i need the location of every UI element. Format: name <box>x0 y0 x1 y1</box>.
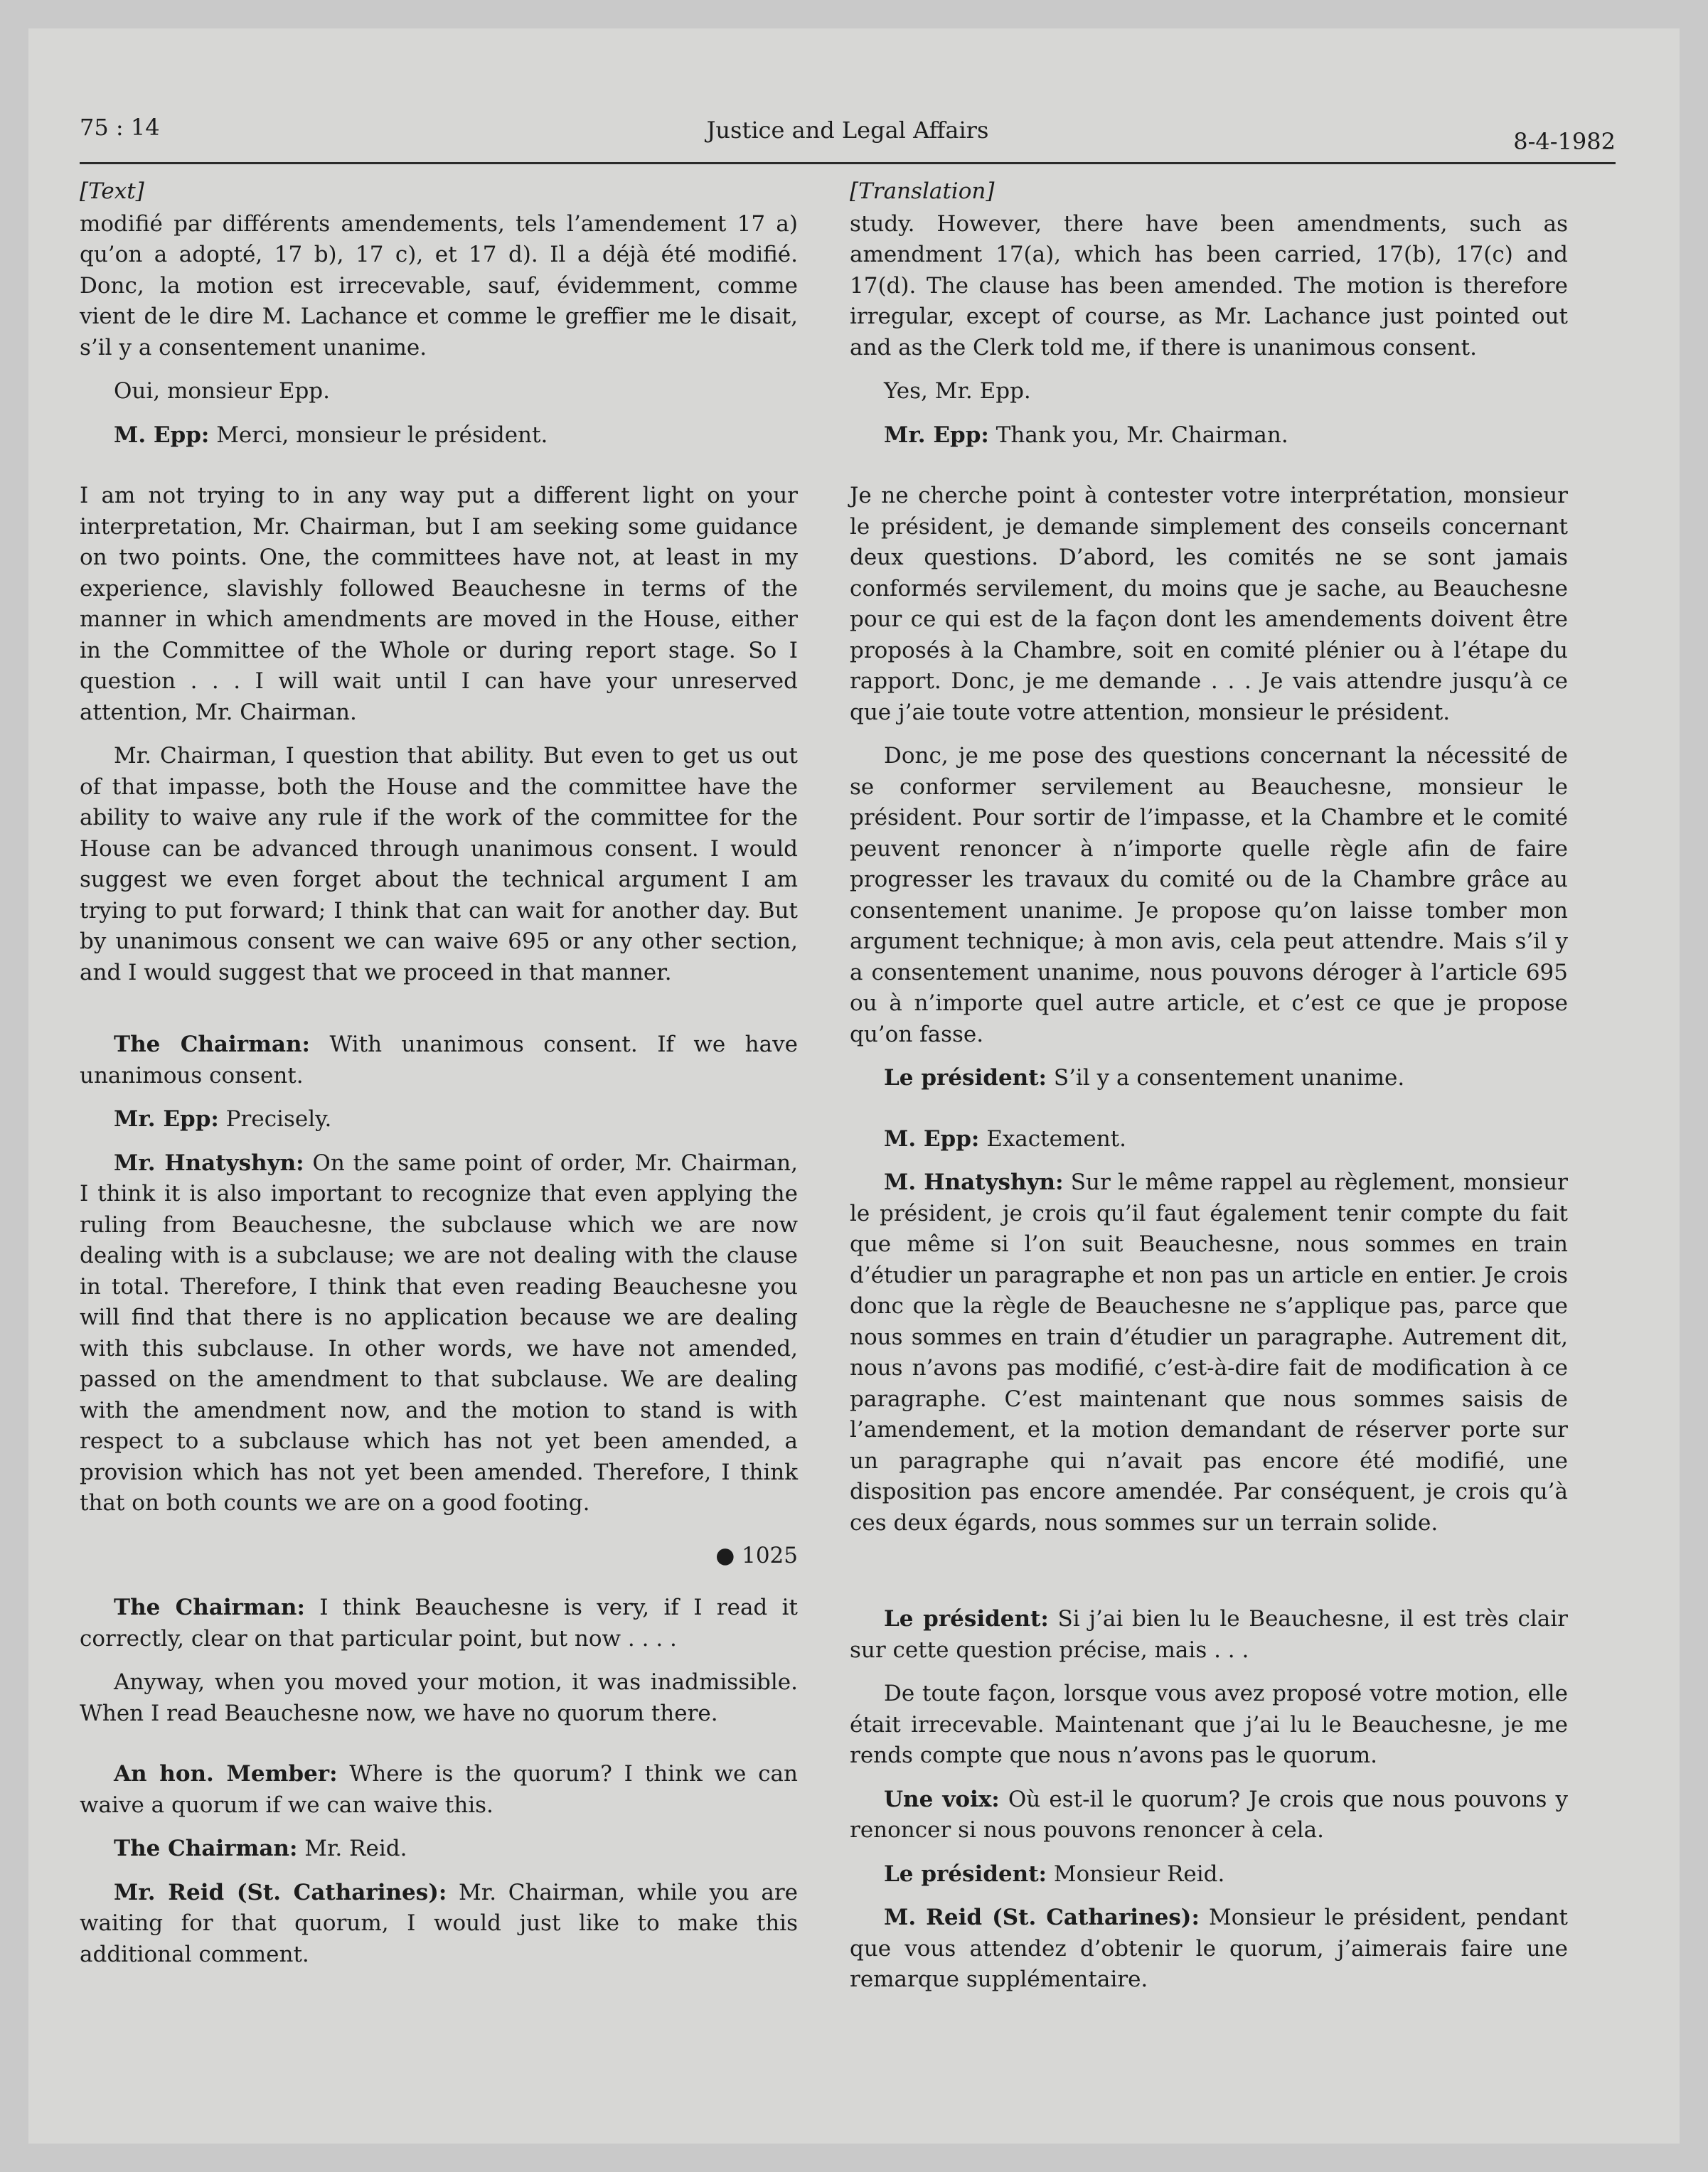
running-header <box>80 84 1616 164</box>
paragraph: De toute façon, lorsque vous avez proposé votre motion, elle était irrecevable. Maintenant que j’ai lu le Beauchesne, je me rends compte que nous n’avons pas le quorum. <box>850 1681 1568 1768</box>
speech-text: Where is the quorum? I think we can waive a quorum if we can waive this. <box>80 1761 798 1818</box>
paragraph: Yes, Mr. Epp. <box>884 378 1031 404</box>
speech <box>80 1593 798 1654</box>
paragraph: Je ne cherche point à contester votre interprétation, monsieur le président, je demande simplement des conseils concernant deux questions. D’abord, les comités ne se sont jamais conformés servilement, du moins que je sache, au Beauchesne pour ce qui est de la façon dont les amendements doivent être proposés à la Chambre, soit en comité plénier ou à l’étape du rapport. Donc, je me demande . . . Je vais attendre jusqu’à ce que j’aie toute votre attention, monsieur le président. <box>850 483 1568 725</box>
speech-text: Si j’ai bien lu le Beauchesne, il est très clair sur cette question précise, mais . . . <box>850 1606 1568 1663</box>
speech-text: On the same point of order, Mr. Chairman, I think it is also important to recognize that even applying the ruling from Beauchesne, the subclause which we are now dealing with is a subclause; we are not dealing with the clause in total. Therefore, I think that even reading Beauchesne you will find that there is no application because we are dealing with this subclause. In other words, we have not amended, passed on the amendment to that subclause. We are dealing with the amendment now, and the motion to stand is with respect to a subclause which has not yet been amended, a provision which has not yet been amended. Therefore, I think that on both counts we are on a good footing. <box>80 1150 798 1516</box>
speech-text: Precisely. <box>225 1106 332 1132</box>
speech <box>80 1834 798 1865</box>
speech <box>850 1063 1568 1094</box>
speaker: The Chairman: <box>114 1836 298 1861</box>
speech-text: Mr. Chairman, while you are waiting for that quorum, I would just like to make this additional comment. <box>80 1879 798 1967</box>
speech-text: Thank you, Mr. Chairman. <box>996 422 1288 448</box>
speech <box>850 420 1568 451</box>
speech-text: I think Beauchesne is very, if I read it correctly, clear on that particular point, but now . . . . <box>80 1595 798 1652</box>
speech-text: Monsieur Reid. <box>1053 1861 1225 1887</box>
time-marker: ● 1025 <box>715 1542 798 1568</box>
speech <box>80 1029 798 1091</box>
page-number: 75 : 14 <box>80 114 160 141</box>
speech-text: Où est-il le quorum? Je crois que nous pouvons y renoncer si nous pouvons renoncer à cela. <box>850 1786 1568 1843</box>
speech <box>850 1604 1568 1666</box>
column-label: [Text] <box>80 178 144 204</box>
speech-text: S’il y a consentement unanime. <box>1053 1065 1405 1091</box>
speech <box>80 1878 798 1971</box>
speech <box>80 1148 798 1519</box>
column-label: [Translation] <box>850 178 995 204</box>
speech-text: Monsieur le président, pendant que vous attendez d’obtenir le quorum, j’aimerais faire une remarque supplémentaire. <box>850 1905 1568 1992</box>
document-page <box>28 28 1680 2144</box>
speaker: M. Epp: <box>884 1125 980 1152</box>
speech <box>80 420 798 451</box>
header-title: Justice and Legal Affairs <box>706 117 989 144</box>
speaker: Mr. Epp: <box>884 422 989 448</box>
speaker: Mr. Epp: <box>114 1106 219 1132</box>
speaker: M. Epp: <box>114 422 210 448</box>
paragraph: Mr. Chairman, I question that ability. But even to get us out of that impasse, both the House and the committee have the ability to waive any rule if the work of the committee for the House can be advanced through unanimous consent. I would suggest we even forget about the technical argument I am trying to put forward; I think that can wait for another day. But by unanimous consent we can waive 695 or any other section, and I would suggest that we proceed in that manner. <box>80 743 798 985</box>
speech-text: Sur le même rappel au règlement, monsieur le président, je crois qu’il faut également tenir compte du fait que même si l’on suit Beauchesne, nous sommes en train d’étudier un paragraphe et non pas un article en entier. Je crois donc que la règle de Beauchesne ne s’applique pas, parce que nous sommes en train d’étudier un paragraphe. Autrement dit, nous n’avons pas modifié, c’est-à-dire fait de modification à ce paragraphe. C’est maintenant que nous sommes saisis de l’amendement, et la motion demandant de réserver porte sur un paragraphe qui n’avait pas encore été modifié, une disposition pas encore amendée. Par conséquent, je crois qu’à ces deux égards, nous sommes sur un terrain solide. <box>850 1170 1568 1536</box>
speech <box>850 1785 1568 1846</box>
speaker: M. Hnatyshyn: <box>884 1170 1064 1195</box>
speech <box>850 1124 1568 1155</box>
speech-text: Merci, monsieur le président. <box>216 422 548 448</box>
paragraph: study. However, there have been amendments, such as amendment 17(a), which has been carried, 17(b), 17(c) and 17(d). The clause has been amended. The motion is therefore irregular, except of course, as Mr. Lachance just pointed out and as the Clerk told me, if there is unanimous consent. <box>850 210 1568 360</box>
speaker: Le président: <box>884 1606 1049 1632</box>
speaker: The Chairman: <box>114 1032 310 1057</box>
speech <box>80 1104 798 1135</box>
speaker: Le président: <box>884 1065 1047 1091</box>
speech <box>850 1859 1568 1890</box>
paragraph: modifié par différents amendements, tels l’amendement 17 a) qu’on a adopté, 17 b), 17 c), et 17 d). Il a déjà été modifié. Donc, la motion est irrecevable, sauf, évidemment, comme vient de le dire M. Lachance et comme le greffier me le disait, s’il y a consentement unanime. <box>80 210 798 360</box>
speech <box>80 1759 798 1821</box>
paragraph: Oui, monsieur Epp. <box>114 378 331 404</box>
speech <box>850 1167 1568 1539</box>
speaker: Une voix: <box>884 1786 1000 1812</box>
speech-text: Exactement. <box>986 1125 1126 1152</box>
speaker: Le président: <box>884 1861 1047 1887</box>
left-column <box>80 176 798 1983</box>
paragraph: Donc, je me pose des questions concernant la nécessité de se conformer servilement au Beauchesne, monsieur le président. Pour sortir de l’impasse, et la Chambre et le comité peuvent renoncer à n’importe quelle règle afin de faire progresser les travaux du comité ou de la Chambre grâce au consentement unanime. Je propose qu’on laisse tomber mon argument technique; à mon avis, cela peut attendre. Mais s’il y a consentement unanime, nous pouvons déroger à l’article 695 ou à n’importe quel autre article, et c’est ce que je propose qu’on fasse. <box>850 743 1568 1047</box>
speech-text: With unanimous consent. If we have unanimous consent. <box>80 1032 798 1088</box>
header-date: 8-4-1982 <box>1513 128 1616 155</box>
paragraph: I am not trying to in any way put a different light on your interpretation, Mr. Chairman, but I am seeking some guidance on two points. One, the committees have not, at least in my experience, slavishly followed Beauchesne in terms of the manner in which amendments are moved in the House, either in the Committee of the Whole or during report stage. So I question . . . I will wait until I can have your unreserved attention, Mr. Chairman. <box>80 483 798 725</box>
speaker: Mr. Reid (St. Catharines): <box>114 1879 447 1905</box>
speaker: Mr. Hnatyshyn: <box>114 1150 304 1176</box>
speaker: An hon. Member: <box>114 1761 338 1787</box>
speech <box>850 1903 1568 1996</box>
right-column <box>850 176 1568 2008</box>
paragraph: Anyway, when you moved your motion, it was inadmissible. When I read Beauchesne now, we have no quorum there. <box>80 1669 798 1726</box>
speaker: M. Reid (St. Catharines): <box>884 1905 1200 1930</box>
speaker: The Chairman: <box>114 1595 305 1620</box>
speech-text: Mr. Reid. <box>304 1836 407 1861</box>
